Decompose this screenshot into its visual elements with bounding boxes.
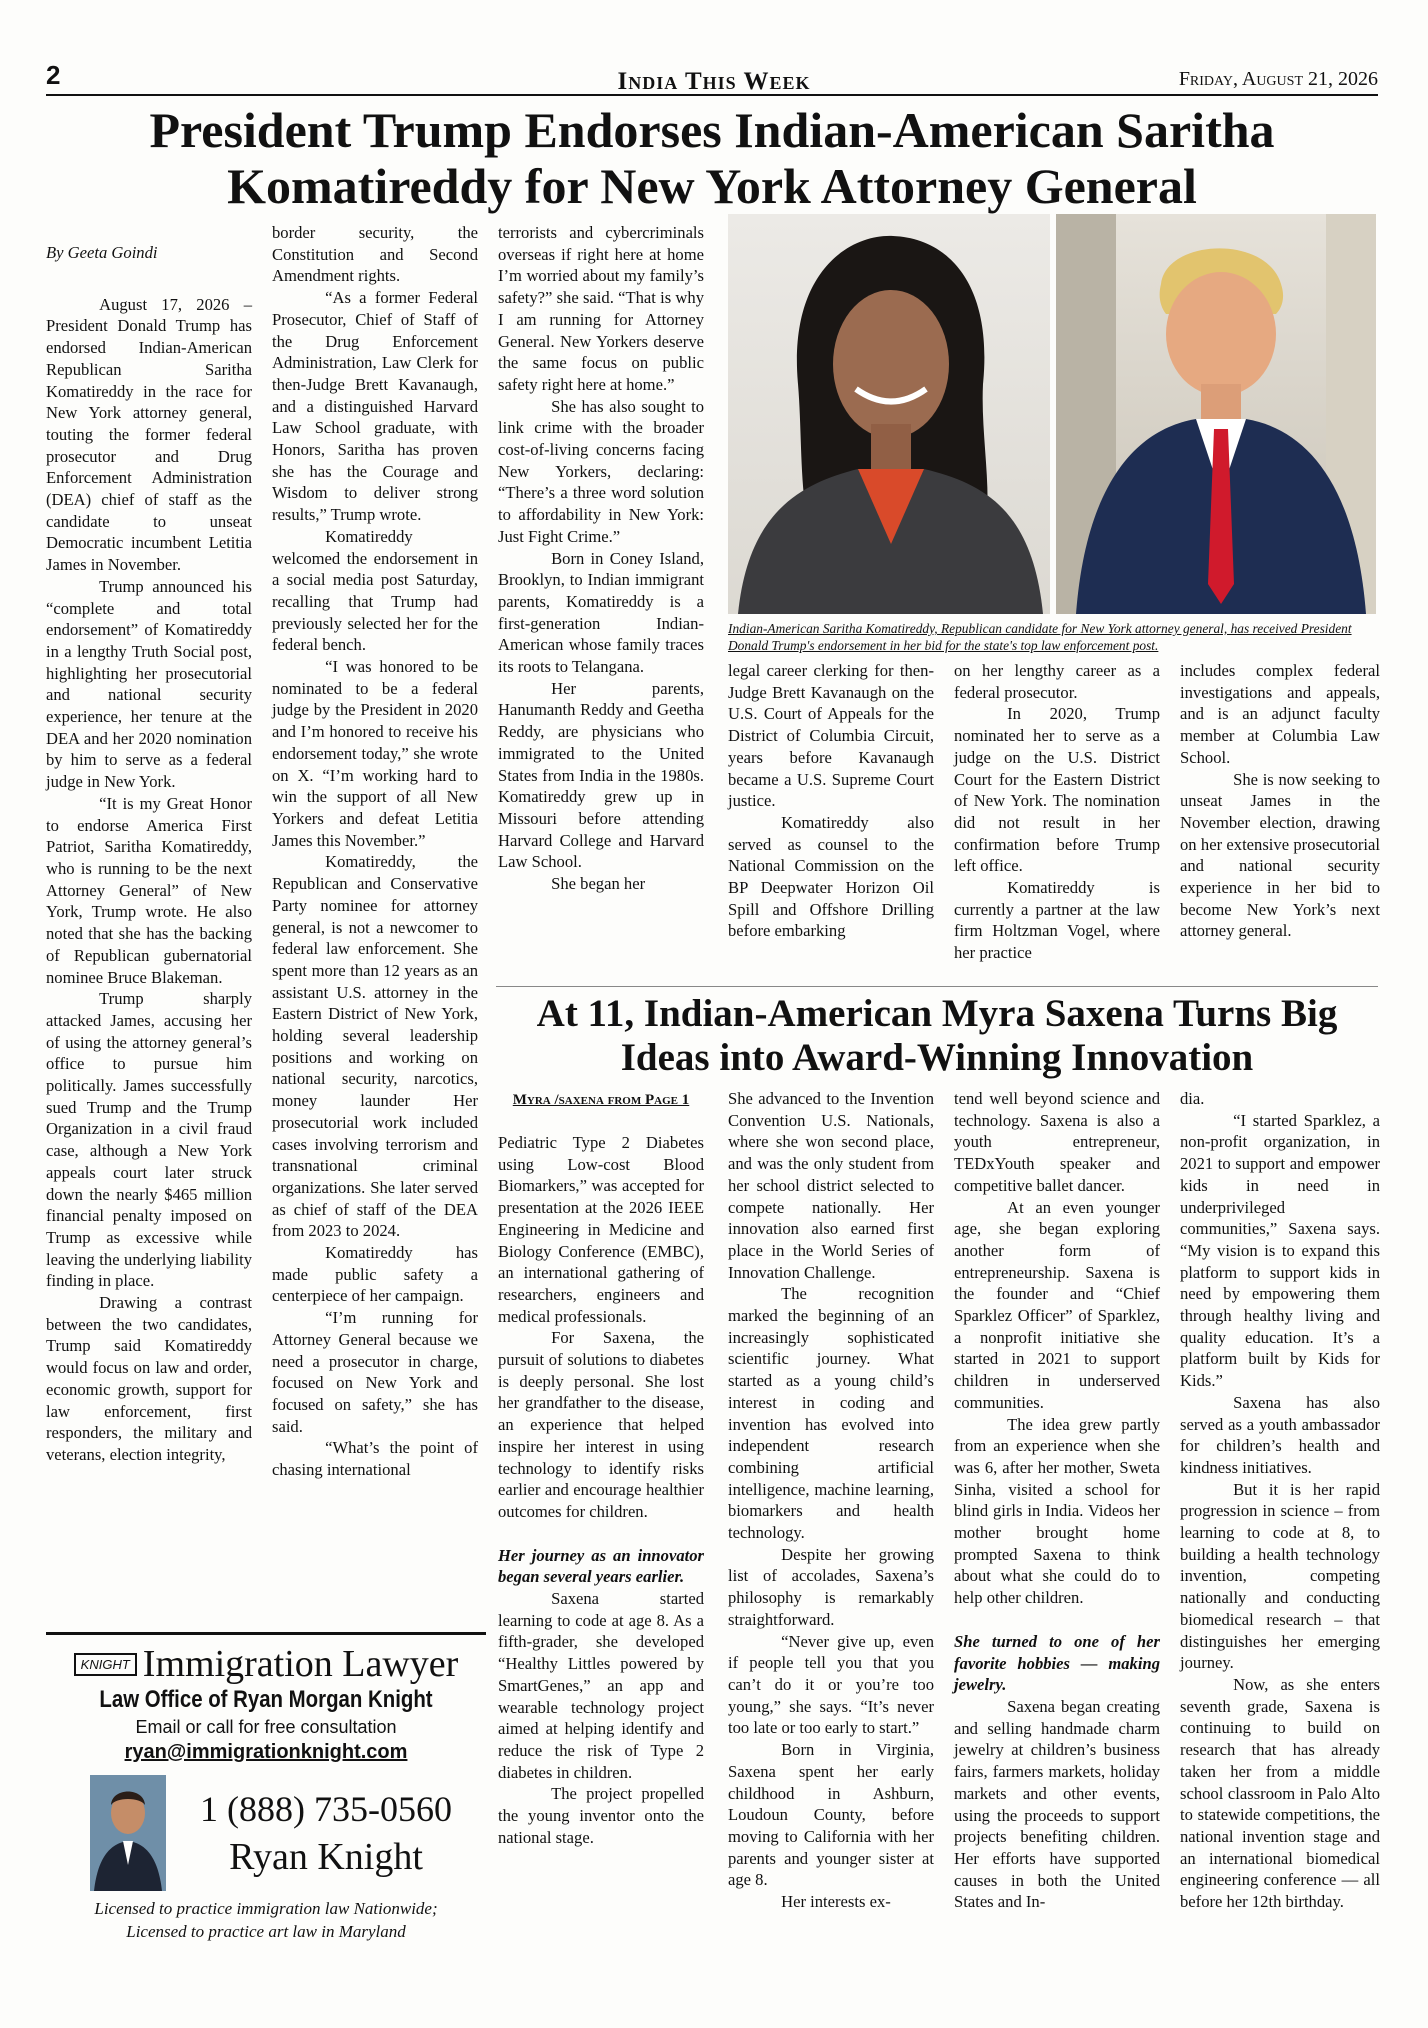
lawyer-photo — [90, 1775, 166, 1891]
paragraph: border security, the Constitution and Second Amendment rights. — [272, 223, 478, 286]
paragraph: Born in Virginia, Saxena spent her early childhood in Ashburn, Loudoun County, before moving to California with her parents and younger sister at age 8. — [728, 1740, 934, 1890]
photo-caption: Indian-American Saritha Komatireddy, Republican candidate for New York attorney general, has received President Donald Trump's endorsement in her bid for the state's top law enforcement post. — [728, 621, 1352, 653]
jump-tag: Myra /saxena from Page 1 — [512, 1092, 690, 1108]
paragraph: She is now seeking to unseat James in the November election, drawing on her extensive prosecutorial and national security experience in her bid to become New York’s next attorney general. — [1180, 769, 1380, 941]
issue-date: Friday, August 21, 2026 — [1178, 68, 1378, 90]
paragraph: Komatireddy welcomed the endorsement in a social media post Saturday, recalling that Trump had previously selected her for the federal bench. — [272, 526, 478, 655]
paragraph: dia. — [1180, 1089, 1205, 1108]
paragraph: In 2020, Trump nominated her to serve as a judge on the U.S. District Court for the Eastern District of New York. The nomination did not result in her confirmation before Trump left office. — [954, 704, 1160, 876]
paragraph: She has also sought to link crime with the broader cost-of-living concerns facing New Yorkers, declaring: “There’s a three word solution to affordability in New York: Just Fight Crime.” — [498, 396, 704, 546]
paragraph: At an even younger age, she began exploring another form of entrepreneurship. Saxena is the founder and “Chief Sparklez Officer” of Sparklez, a nonprofit initiative she started in 2021 to support children in underserved communities. — [954, 1197, 1160, 1412]
paragraph: Saxena has also served as a youth ambassador for children’s health and kindness initiatives. — [1180, 1392, 1380, 1477]
newspaper-name: India This Week — [617, 68, 811, 95]
page-number: 2 — [46, 60, 61, 90]
story2-headline: At 11, Indian-American Myra Saxena Turns Big Ideas into Award-Winning Innovation — [536, 992, 1338, 1079]
story1-headline: President Trump Endorses Indian-American Saritha Komatireddy for New York Attorney General — [149, 102, 1275, 214]
ad-phone[interactable]: 1 (888) 735-0560 — [200, 1789, 452, 1829]
ad-title: Immigration Lawyer — [142, 1643, 459, 1685]
story2-column-3 — [954, 1088, 1160, 1913]
trump-photo — [1056, 214, 1376, 614]
paragraph: “I’m running for Attorney General because we need a prosecutor in charge, focused on New York and focused on safety,” she has said. — [272, 1308, 478, 1436]
paragraph: “As a former Federal Prosecutor, Chief of Staff of the Drug Enforcement Administration, Law Clerk for then-Judge Brett Kavanaugh, and a distinguished Harvard Law School graduate, with Honors, Saritha has proven she has the Courage and Wisdom to deliver strong results,” Trump wrote. — [272, 288, 478, 525]
paragraph: But it is her rapid progression in science – from learning to code at 8, to building a health technology invention, competing nationally and conducting biomedical research – that distinguishes her emerging journey. — [1180, 1479, 1380, 1673]
header-rule — [46, 94, 1378, 96]
subhead-jewelry: She turned to one of her favorite hobbies — making jewelry. — [954, 1631, 1160, 1695]
paragraph: “I was honored to be nominated to be a federal judge by the President in 2020 and I’m honored to receive his endorsement today,” she wrote on X. “I’m working hard to win the support of all New Yorkers and defeat Letitia James this November.” — [272, 657, 478, 850]
byline: By Geeta Goindi — [46, 243, 158, 262]
paragraph: She advanced to the Invention Convention U.S. Nationals, where she won second place, and was the only student from her school district selected to compete nationally. Her innovation also earned first place in the World Series of Innovation Challenge. — [728, 1089, 934, 1282]
paragraph: For Saxena, the pursuit of solutions to diabetes is deeply personal. She lost her grandfather to the disease, an experience that helped inspire her interest in using technology to identify risks earlier and encourage healthier outcomes for children. — [498, 1328, 704, 1521]
ad-license-2: Licensed to practice art law in Maryland — [126, 1922, 406, 1941]
paragraph: on her lengthy career as a federal prosecutor. — [954, 661, 1160, 702]
story2-column-4 — [1180, 1088, 1380, 1913]
paragraph: The recognition marked the beginning of an increasingly sophisticated scientific journey. What started as a young child’s interest in coding and invention has evolved into independent research combining artificial intelligence, machine learning, biomarkers and health technology. — [728, 1284, 934, 1543]
ad-license-1: Licensed to practice immigration law Nationwide; — [94, 1899, 438, 1918]
paragraph: Saxena started learning to code at age 8. As a fifth-grader, she developed “Healthy Littles powered by SmartGenes,” an app and wearable technology project aimed at helping identify and reduce the risk of Type 2 diabetes in children. — [498, 1589, 704, 1782]
paragraph: “Never give up, even if people tell you that you can’t do it or you’re too young,” she says. “It’s never too late or too early to start.” — [728, 1631, 934, 1738]
ad-lawyer-name: Ryan Knight — [229, 1836, 423, 1878]
paragraph: Her interests ex- — [781, 1892, 891, 1912]
paragraph: Despite her growing list of accolades, Saxena’s philosophy is remarkably straightforward. — [728, 1544, 934, 1629]
paragraph: Pediatric Type 2 Diabetes using Low-cost Blood Biomarkers,” was accepted for presentation at the 2026 IEEE Engineering in Medicine and Biology Conference (EMBC), an international gathering of researchers, engineers and medical professionals. — [498, 1133, 704, 1326]
paragraph: “I started Sparklez, a non-profit organization, in 2021 to support and empower kids in need in underprivileged communities,” Saxena says. “My vision is to expand this platform to support kids in need by empowering them through healthy living and quality education. It’s a platform built by Kids for Kids.” — [1180, 1110, 1380, 1391]
section-divider — [496, 986, 1378, 987]
paragraph: tend well beyond science and technology. Saxena is also a youth entrepreneur, TEDxYouth speaker and competitive ballet dancer. — [954, 1089, 1160, 1195]
story2-column-2 — [728, 1088, 934, 1913]
paragraph: terrorists and cybercriminals overseas if right here at home I’m worried about my family’s safety?” she said. “That is why I am running for Attorney General. New Yorkers deserve the same focus on public safety right here at home.” — [498, 223, 704, 394]
paragraph: Komatireddy also served as counsel to the National Commission on the BP Deepwater Horizon Oil Spill and Offshore Drilling before embarking — [728, 812, 934, 941]
ad-firm-name: Law Office of Ryan Morgan Knight — [99, 1686, 433, 1713]
ad-call-to-action: Email or call for free consultation — [135, 1717, 397, 1737]
story1-column-3 — [498, 222, 704, 895]
ad-email-link[interactable]: ryan@immigrationknight.com — [124, 1741, 408, 1763]
paragraph: The idea grew partly from an experience when she was 6, after her mother, Sweta Sinha, visited a school for blind girls in India. Videos her mother brought home prompted Saxena to think about what she could do to help other children. — [954, 1414, 1160, 1608]
knight-logo: KNIGHT — [74, 1653, 137, 1676]
paragraph: includes complex federal investigations and appeals, and is an adjunct faculty member at Columbia Law School. — [1180, 661, 1380, 767]
lawyer-advertisement — [46, 1632, 486, 1975]
paragraph: Trump sharply attacked James, accusing her of using the attorney general’s office to pursue him politically. James successfully sued Trump and the Trump Organization in a civil fraud case, although a New York appeals court later struck down the nearly $465 million financial penalty imposed on Trump as excessive while leaving the underlying liability finding in place. — [46, 989, 252, 1291]
story2-column-1 — [498, 1090, 704, 1849]
paragraph: Trump announced his “complete and total endorsement” of Komatireddy in a lengthy Truth Social post, highlighting her prosecutorial and national security experience, her tenure at the DEA and her 2020 nomination by him to serve as a federal judge in New York. — [46, 576, 252, 792]
story1-column-1 — [46, 242, 252, 1466]
story1-column-5 — [954, 660, 1160, 964]
subhead-journey: Her journey as an innovator began several years earlier. — [498, 1545, 704, 1587]
paragraph: Saxena began creating and selling handmade charm jewelry at children’s business fairs, farmers markets, holiday markets and other events, using the proceeds to support projects benefiting children. Her efforts have supported causes in both the United States and In- — [954, 1696, 1160, 1912]
paragraph: Komatireddy has made public safety a centerpiece of her campaign. — [272, 1243, 478, 1306]
paragraph: legal career clerking for then-Judge Brett Kavanaugh on the U.S. Court of Appeals for the District of Columbia Circuit, years before Kavanaugh became a U.S. Supreme Court justice. — [728, 661, 934, 811]
story1-column-2 — [272, 222, 478, 1481]
paragraph: She began her — [551, 874, 646, 894]
paragraph: Komatireddy is currently a partner at the law firm Holtzman Vogel, where her practice — [954, 878, 1160, 963]
paragraph: “It is my Great Honor to endorse America First Patriot, Saritha Komatireddy, who is running to be the next Attorney General” of New York, Trump wrote. He also noted that she has the backing of Republican gubernatorial nominee Bruce Blakeman. — [46, 793, 252, 987]
paragraph: Her parents, Hanumanth Reddy and Geetha Reddy, are physicians who immigrated to the United States from India in the 1980s. Komatireddy grew up in Missouri before attending Harvard College and Harvard Law School. — [498, 678, 704, 872]
story1-column-4 — [728, 660, 934, 942]
paragraph: “What’s the point of chasing international — [272, 1438, 478, 1480]
paragraph: August 17, 2026 – President Donald Trump has endorsed Indian-American Republican Saritha Komatireddy in the race for New York attorney general, touting the former federal prosecutor and Drug Enforcement Administration (DEA) chief of staff as the candidate to unseat Democratic incumbent Letitia James in November. — [46, 294, 252, 575]
paragraph: Komatireddy, the Republican and Conservative Party nominee for attorney general, is not a newcomer to federal law enforcement. She spent more than 12 years as an assistant U.S. attorney in the Eastern District of New York, holding several leadership positions and working on national security, narcotics, money launder Her prosecutorial work included cases involving terrorism and transnational criminal organizations. She later served as chief of staff of the DEA from 2023 to 2024. — [272, 852, 478, 1241]
komatireddy-photo — [728, 214, 1050, 614]
story1-column-6 — [1180, 660, 1380, 942]
paragraph: The project propelled the young inventor onto the national stage. — [498, 1784, 704, 1847]
paragraph: Born in Coney Island, Brooklyn, to Indian immigrant parents, Komatireddy is a first-generation Indian-American whose family traces its roots to Telangana. — [498, 548, 704, 677]
paragraph: Now, as she enters seventh grade, Saxena is continuing to build on research that has already taken her from a middle school classroom in Palo Alto to statewide competitions, the national invention stage and an international biomedical engineering conference — all before her 12th birthday. — [1180, 1674, 1380, 1912]
paragraph: Drawing a contrast between the two candidates, Trump said Komatireddy would focus on law and order, economic growth, support for law enforcement, first responders, the military and veterans, election integrity, — [46, 1293, 252, 1464]
